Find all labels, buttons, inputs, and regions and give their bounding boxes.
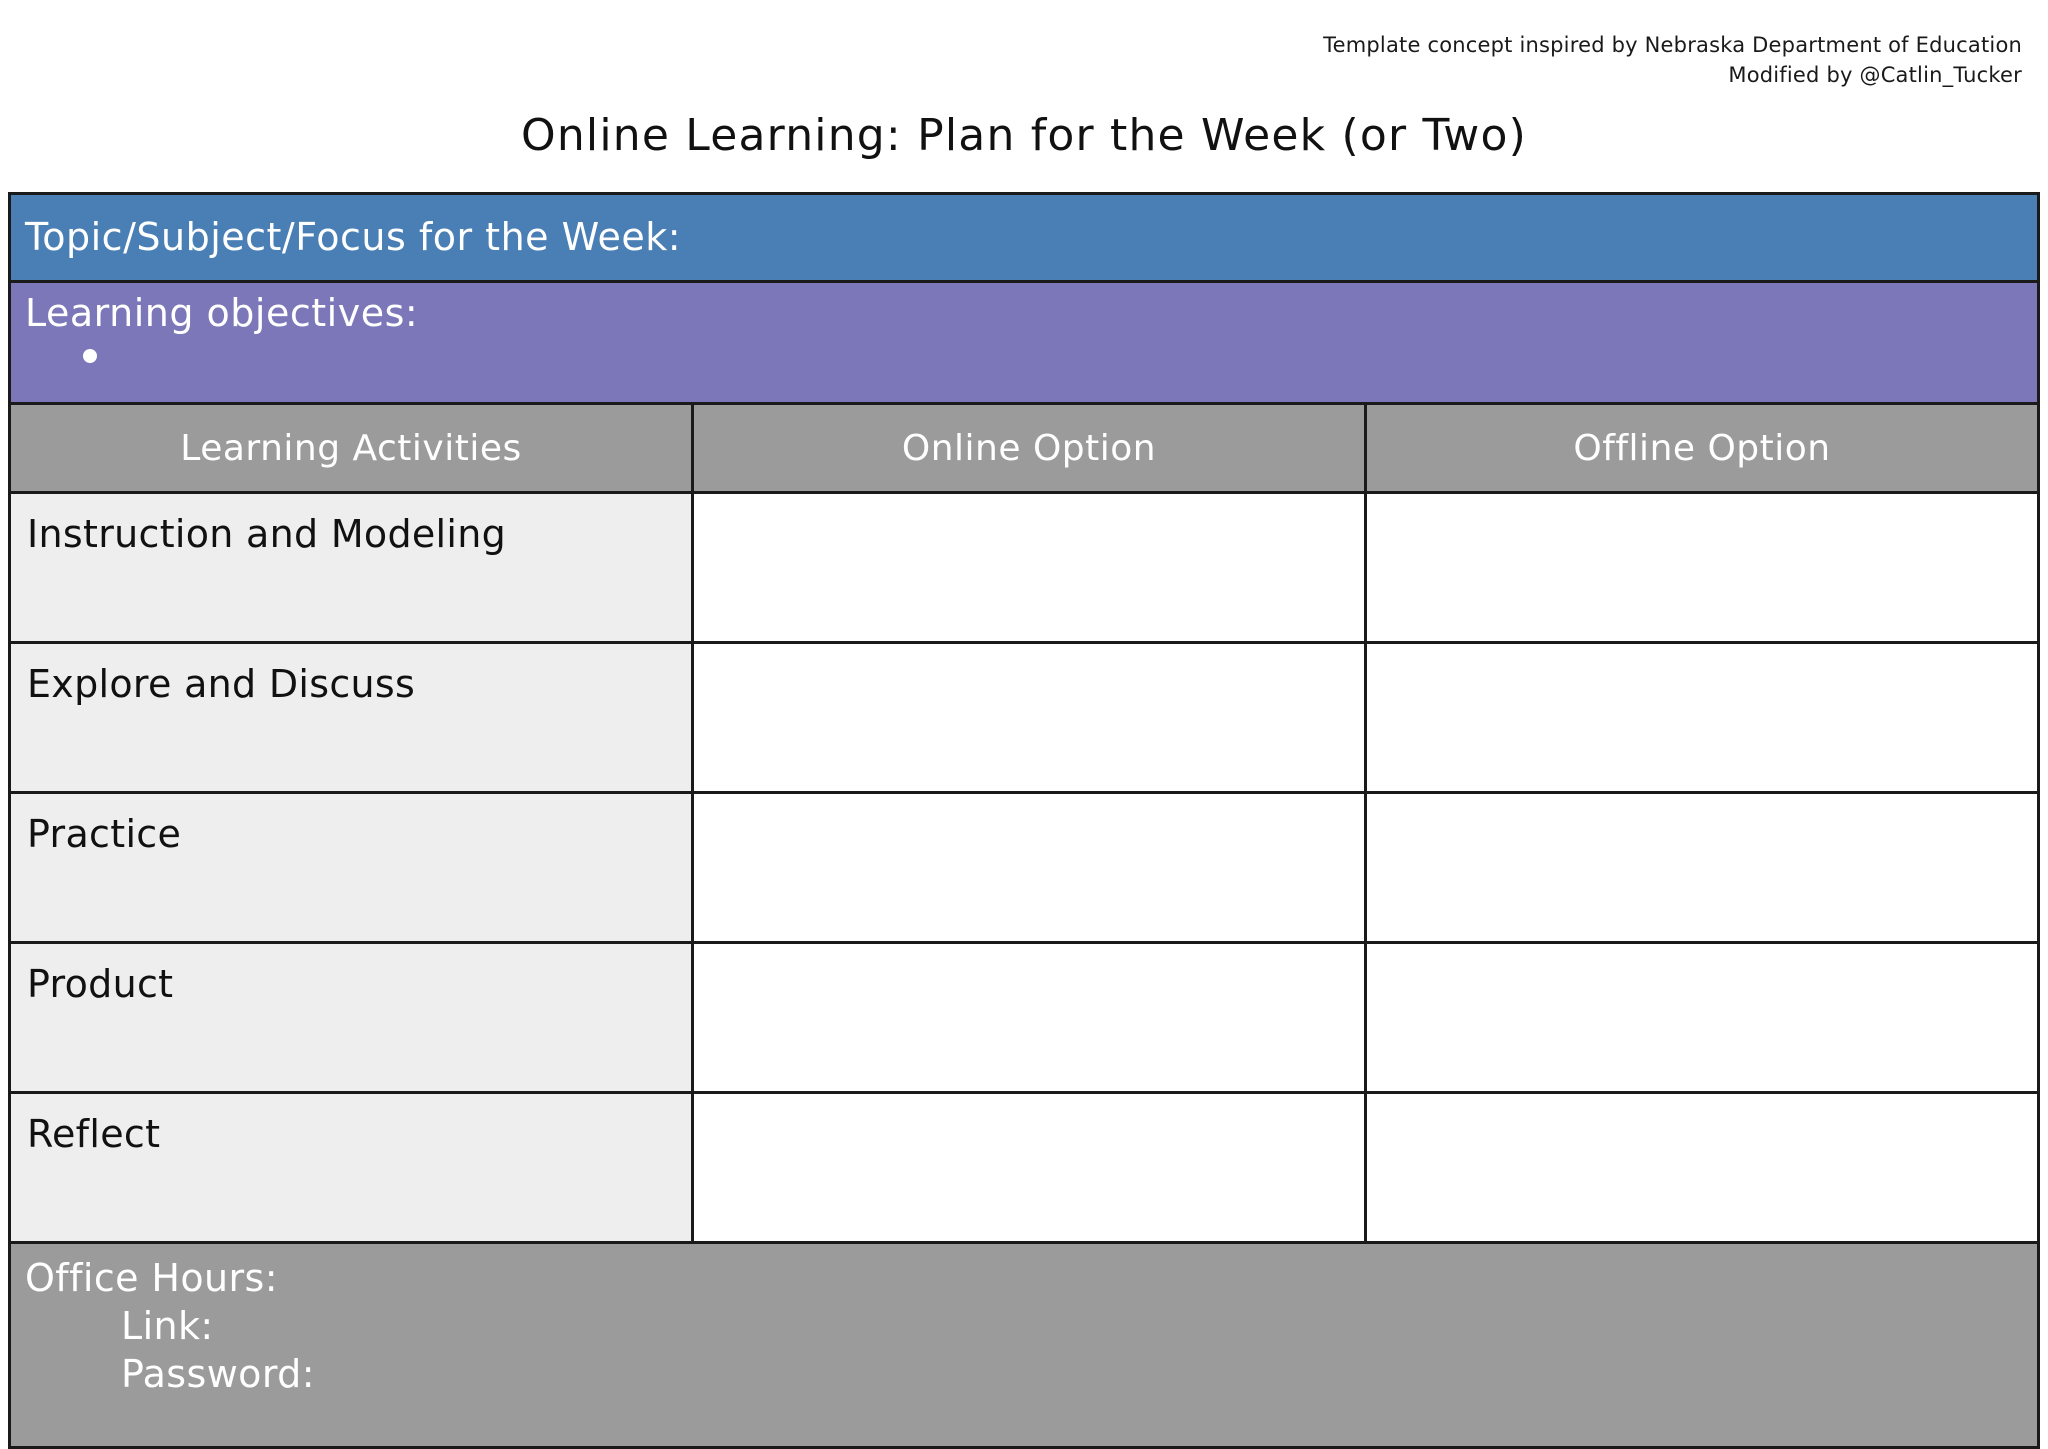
offline-option-cell[interactable] — [1367, 794, 2037, 941]
table-header-row — [11, 405, 2037, 494]
activity-label: Reflect — [11, 1094, 694, 1241]
objectives-label: Learning objectives: — [25, 291, 419, 335]
table-row — [11, 1094, 2037, 1244]
activity-label: Instruction and Modeling — [11, 494, 694, 641]
column-header-offline: Offline Option — [1573, 427, 1831, 469]
activity-label: Practice — [11, 794, 694, 941]
online-option-cell[interactable] — [694, 944, 1367, 1091]
credits-block — [1323, 30, 2022, 91]
online-option-cell[interactable] — [694, 794, 1367, 941]
activity-label: Explore and Discuss — [11, 644, 694, 791]
objectives-band[interactable] — [11, 283, 2037, 405]
objectives-bullet-row[interactable] — [25, 339, 2023, 369]
offline-option-cell[interactable] — [1367, 644, 2037, 791]
activity-label: Product — [11, 944, 694, 1091]
office-hours-password-label[interactable]: Password: — [121, 1352, 315, 1396]
online-option-cell[interactable] — [694, 494, 1367, 641]
offline-option-cell[interactable] — [1367, 944, 2037, 1091]
office-hours-link-label[interactable]: Link: — [121, 1304, 214, 1348]
bullet-icon — [83, 349, 97, 363]
table-row — [11, 644, 2037, 794]
credits-line-1: Template concept inspired by Nebraska Department of Education — [1323, 33, 2022, 57]
topic-label: Topic/Subject/Focus for the Week: — [25, 214, 682, 259]
online-option-cell[interactable] — [694, 644, 1367, 791]
table-row — [11, 494, 2037, 644]
credits-line-2: Modified by @Catlin_Tucker — [1728, 63, 2022, 88]
office-hours-title: Office Hours: — [25, 1256, 278, 1300]
column-header-online: Online Option — [694, 405, 1367, 491]
page-title: Online Learning: Plan for the Week (or Two) — [521, 110, 1527, 161]
column-header-activities: Learning Activities — [11, 405, 694, 491]
table-row — [11, 944, 2037, 1094]
table-row — [11, 794, 2037, 944]
online-option-cell[interactable] — [694, 1094, 1367, 1241]
office-hours-band[interactable] — [11, 1244, 2037, 1446]
offline-option-cell[interactable] — [1367, 1094, 2037, 1241]
offline-option-cell[interactable] — [1367, 494, 2037, 641]
topic-band[interactable] — [11, 195, 2037, 283]
plan-table — [8, 192, 2040, 1449]
